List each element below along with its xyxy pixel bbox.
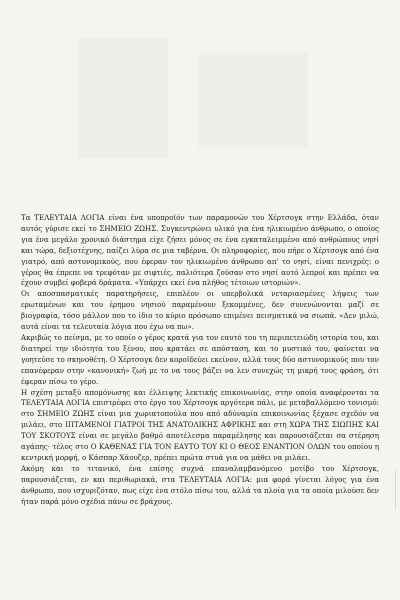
paragraph-5: Ακόμη και το τιτανικό, ένα επίσης συχνά επαναλαμβανόμενο μοτίβο του Χέρτσογκ, παρουσιάζεται, εν και περιθωριακά, στα ΤΕΛΕΥΤΑΙΑ ΛΟΓΙΑ: μια φορά γίνεται λόγος για ένα άνθρωπο, που ισχυριζόταν, πως είχε ένα στόλο πίσω του, αλλά τα πλοία για τα οποία μιλούσε δεν ήταν παρά μόνο σχέδια πάνω σε βράχους. (21, 463, 379, 506)
page-edge-mark (395, 470, 396, 510)
paragraph-3: Ακριβώς το πείσμα, με το οποίο ο γέρος κρατά για τον εαυτό του τη περιπετειώδη ιστορία του, και διατηρεί την ιδιότητα του ξένου, που κρατάει σε απόσταση, και το μυστικό του, φαίνεται να γοητεύσε το σκηνοθέτη. Ο Χέρτσογκ δεν κοροϊδεύει εκείνον, αλλά τους δύο αστυνομικούς που τον επανέφεραν στην «κανονική» ζωή με το να τους βάζει να λεν συνεχώς τη μικρή τους φράση, ότι έφεραν πίσω το γέρο. (21, 332, 379, 386)
article-body (21, 213, 379, 507)
paragraph-4: Η σχέση μεταξύ απομόνωσης και έλλειψης λεκτικής επικοινωνίας, στην οποία αναφέρονται τα ΤΕΛΕΥΤΑΙΑ ΛΟΓΙΑ επιστρέφει στο έργο του Χέρτσογκ αργότερα πάλι, με μεταβαλλόμενο τονισμό: στο ΣΗΜΕΙΟ ΖΩΗΣ είναι μια χωριατοπούλα που από αδύναμία επικοινωνίας ξέχασε σχεδόν να μιλάει, στο ΙΠΤΑΜΕΝΟΙ ΓΙΑΤΡΟΙ ΤΗΣ ΑΝΑΤΟΛΙΚΗΣ ΑΦΡΙΚΗΣ και στη ΧΩΡΑ ΤΗΣ ΣΙΩΠΗΣ ΚΑΙ ΤΟΥ ΣΚΟΤΟΥΣ είναι σε μεγάλο βαθμό αποτέλεσμα παραμέλησης και παρουσιάζεται σα στέρηση αγάπης· τέλος στο Ο ΚΑΘΕΝΑΣ ΓΙΑ ΤΟΝ ΕΑΥΤΟ ΤΟΥ ΚΙ Ο ΘΕΟΣ ΕΝΑΝΤΙΟΝ ΟΛΩΝ του οποίου η κεντρική μορφή, ο Κάσπαρ Χάουζερ, πρέπει πρώτα στυά για να μάθει να μιλάει. (21, 387, 379, 462)
show-through-image (48, 18, 348, 178)
paragraph-2: Οι αποσπασματικές παρατηρήσεις, επιπλέον οι υπερβολικά νεταριασμένες λήψεις των ερωταμένων και του έρημου νησιού παραμένουν ξεκομμένες, δεν συνενώνονται μαζί σε βιογραφία, τόσο μάλλον που το ίδιο το κύριο πρόσωπο επιμένει πεισματικά να σιωπά. «Δεν μιλώ, αυτά είναι τα τελευταία λόγια που έχω να πω». (21, 289, 379, 332)
paragraph-1: Τα ΤΕΛΕΥΤΑΙΑ ΛΟΓΙΑ είναι ένα υποπροϊόν των παραμονών του Χέρτσογκ στην Ελλάδα, όταν αυτός γύρισε εκεί το ΣΗΜΕΙΟ ΖΩΗΣ. Συγκεντρώνει υλικό για ένα ηλικιωμένο άνθρωπο, ο οποίος για ένα μεγάλο χρονικό διάστημα είχε ζήσει μόνος σε ένα εγκαταλειμμένο από ανθρώπους νησί και τώρα, δεξιοτέχνης, παίζει λύρα σε μια ταβέρνα. Οι πληροφορίες, που πήρε ο Χέρτσογκ από ένα γιατρό, από αστυνομικούς, που έφεραν τον ηλικιωμένο άνθρωπο απ' το νησί, είναι πενιχρές: ο γέρος θα έπρεπε να τρεφόταν με σιφτιές, παλιότερα ζούσαν στο νησί αυτό λεπροί και πρέπει να έχουν συμβεί φοβερά δράματα. «Υπάρχει εκεί ένα πλήθος τέτοιων ιστοριών». (21, 213, 379, 288)
